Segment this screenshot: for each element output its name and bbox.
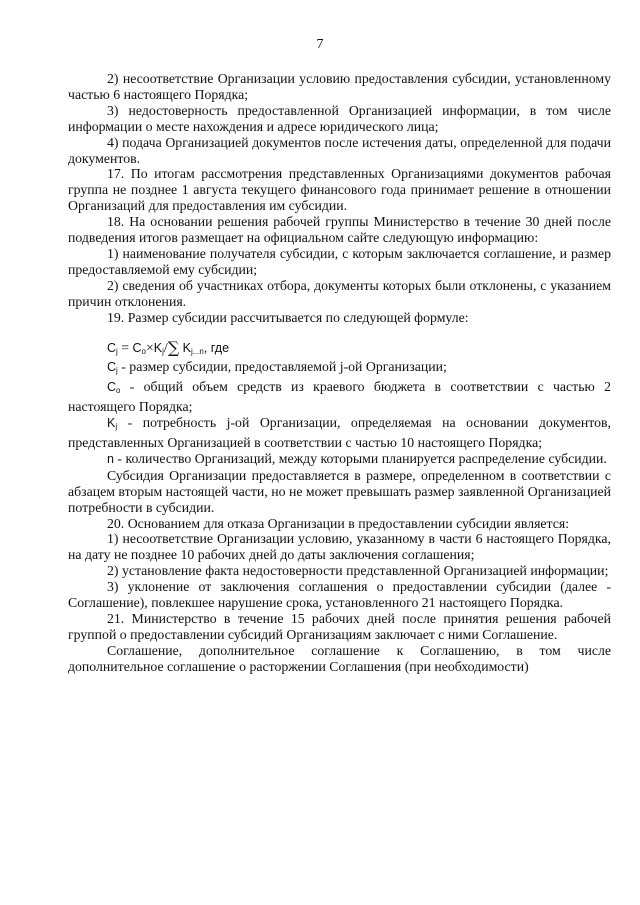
paragraph: 20. Основанием для отказа Организации в предоставлении субсидии является: bbox=[107, 515, 570, 531]
page-number: 7 bbox=[316, 36, 324, 51]
definition bbox=[68, 379, 611, 415]
definition-symbol: K bbox=[107, 416, 116, 431]
paragraph: 1) наименование получателя субсидии, с которым заключается соглашение, и размер предоставляемой ему субсидии; bbox=[68, 245, 611, 277]
definition-text: - потребность j-ой Организации, определяемая на основании документов, представленных Организацией в соответствии с частью 10 настоящего Порядка; bbox=[68, 415, 611, 451]
formula-co-sub: o bbox=[141, 346, 146, 356]
formula-kj-sub: j bbox=[162, 346, 164, 356]
paragraph: 21. Министерство в течение 15 рабочих дней после принятия решения рабочей группой о предоставлении субсидий Организациям заключает с ними Соглашение. bbox=[68, 611, 611, 642]
formula-tail: , где bbox=[203, 340, 230, 355]
formula-eq: = bbox=[121, 339, 130, 355]
formula-slash: / bbox=[163, 339, 168, 355]
definition bbox=[68, 359, 611, 379]
formula-times: × bbox=[145, 339, 154, 355]
definition bbox=[68, 415, 611, 451]
formula-kj: K bbox=[153, 340, 163, 355]
definition-symbol: C bbox=[107, 380, 117, 395]
paragraph: 17. По итогам рассмотрения представленных Организациями документов рабочая группа не позднее 1 августа текущего финансового года принимает решение в отношении Организаций для предоставления им субсидии. bbox=[68, 166, 611, 214]
paragraph: 1) несоответствие Организации условию, указанному в части 6 настоящего Порядка, на дату не позднее 10 рабочих дней до даты заключения соглашения; bbox=[68, 531, 611, 563]
paragraph: 3) недостоверность предоставленной Организацией информации, в том числе информации о месте нахождения и адресе юридического лица; bbox=[68, 102, 611, 134]
paragraph: 2) установление факта недостоверности представленной Организацией информации; bbox=[107, 563, 609, 579]
document-body bbox=[68, 71, 611, 675]
definition-text: - количество Организаций, между которыми планируется распределение субсидии. bbox=[113, 450, 607, 466]
definition-text: - общий объем средств из краевого бюджета в соответствии с частью 2 настоящего Порядка; bbox=[68, 379, 611, 415]
definition-sub: j bbox=[115, 422, 118, 432]
formula-cj-sub: j bbox=[116, 346, 118, 356]
definition-symbol: n bbox=[107, 451, 114, 466]
formula-range: j...n bbox=[190, 346, 204, 356]
formula-co: C bbox=[132, 340, 142, 355]
paragraph: 2) несоответствие Организации условию предоставления субсидии, установленному частью 6 настоящего Порядка; bbox=[68, 71, 611, 102]
paragraph: 18. На основании решения рабочей группы Министерство в течение 30 дней после подведения итогов размещает на официальном сайте следующую информацию: bbox=[68, 214, 611, 246]
formula-k2: K bbox=[182, 340, 191, 355]
paragraph: 19. Размер субсидии рассчитывается по следующей формуле: bbox=[107, 309, 469, 325]
formula-cj: C bbox=[107, 340, 117, 355]
definition-text: - размер субсидии, предоставляемой j-ой Организации; bbox=[117, 359, 447, 375]
formula bbox=[68, 337, 611, 360]
paragraph: 3) уклонение от заключения соглашения о предоставлении субсидии (далее - Соглашение), повлекшее нарушение срока, установленного 21 настоящего Порядка. bbox=[68, 579, 611, 611]
spacer bbox=[68, 326, 611, 340]
paragraph: 4) подача Организацией документов после истечения даты, определенной для подачи документов. bbox=[68, 134, 611, 166]
paragraph: Соглашение, дополнительное соглашение к Соглашению, в том числе дополнительное соглашение о расторжении Соглашения (при необходимости) bbox=[68, 642, 611, 674]
paragraph: 2) сведения об участниках отбора, документы которых были отклонены, с указанием причин отклонения. bbox=[68, 277, 611, 309]
paragraph: Субсидия Организации предоставляется в размере, определенном в соответствии с абзацем вторым настоящей части, но не может превышать размер заявленной Организацией потребности в субсидии. bbox=[68, 467, 611, 515]
definition-sub: o bbox=[116, 386, 121, 396]
definition-sub: j bbox=[116, 366, 118, 376]
formula-sum-sign: ∑ bbox=[167, 337, 180, 357]
definition-symbol: C bbox=[107, 360, 117, 375]
definition bbox=[68, 451, 611, 468]
